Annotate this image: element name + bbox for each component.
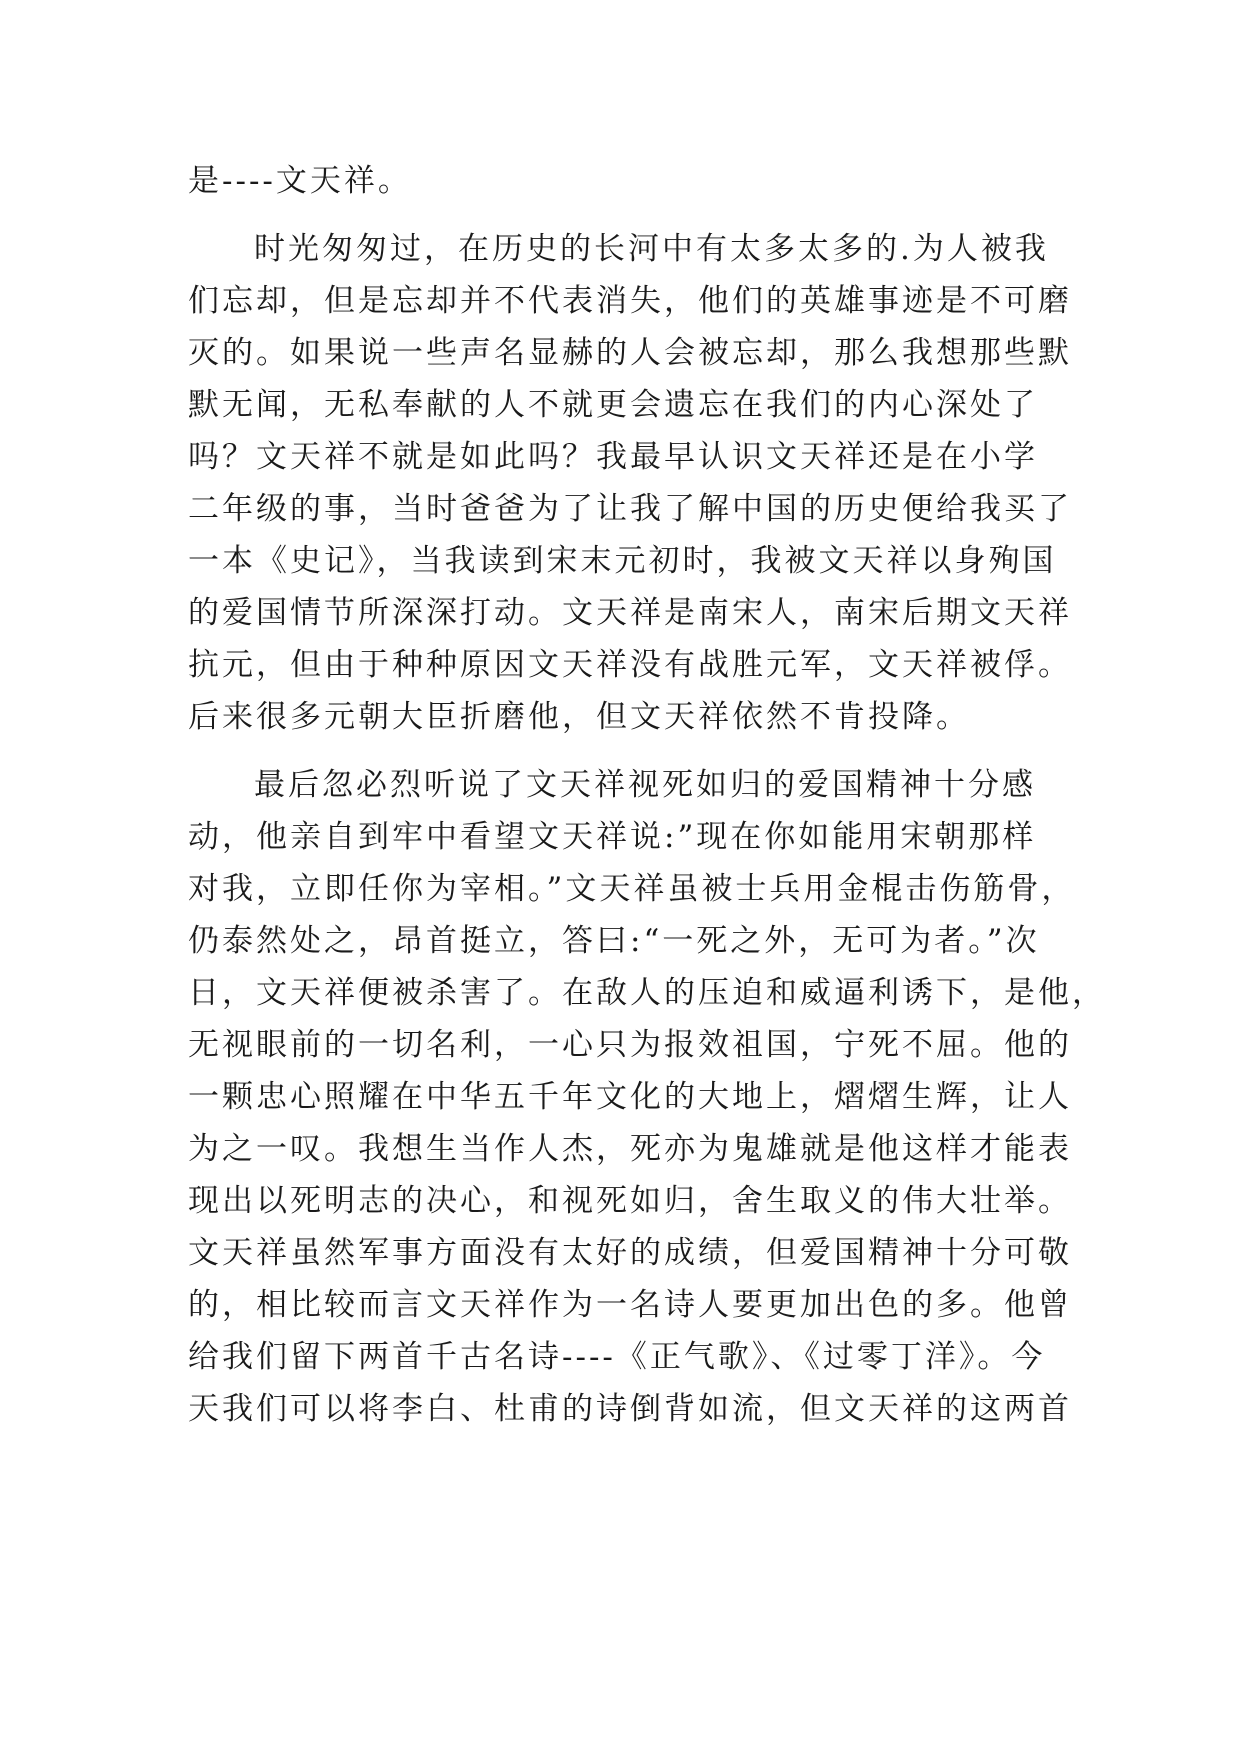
text-line: 动，他亲自到牢中看望文天祥说:”现在你如能用宋朝那样 — [188, 819, 1037, 855]
text-line: 二年级的事，当时爸爸为了让我了解中国的历史便给我买了 — [188, 491, 1072, 527]
text-line: 抗元，但由于种种原因文天祥没有战胜元军，文天祥被俘。 — [188, 647, 1072, 683]
text-line: 灭的。如果说一些声名显赫的人会被忘却，那么我想那些默 — [188, 335, 1072, 371]
paragraph-first-line: 时光匆匆过，在历史的长河中有太多太多的.为人被我 — [254, 231, 1049, 267]
text-line: 后来很多元朝大臣折磨他，但文天祥依然不肯投降。 — [188, 699, 970, 735]
text-line: 文天祥虽然军事方面没有太好的成绩，但爱国精神十分可敬 — [188, 1235, 1072, 1271]
text-line: 们忘却，但是忘却并不代表消失，他们的英雄事迹是不可磨 — [188, 283, 1072, 319]
text-line: 对我，立即任你为宰相。”文天祥虽被士兵用金棍击伤筋骨， — [188, 871, 1076, 907]
paragraph-first-line: 最后忽必烈听说了文天祥视死如归的爱国精神十分感 — [254, 767, 1036, 803]
text-line: 日，文天祥便被杀害了。在敌人的压迫和威逼利诱下，是他， — [188, 975, 1106, 1011]
text-line: 仍泰然处之，昂首挺立，答曰:“一死之外，无可为者。”次 — [188, 923, 1040, 959]
text-line: 给我们留下两首千古名诗----《正气歌》、《过零丁洋》。今 — [188, 1339, 1046, 1375]
text-line: 天我们可以将李白、杜甫的诗倒背如流，但文天祥的这两首 — [188, 1391, 1072, 1427]
text-line: 是----文天祥。 — [188, 163, 412, 199]
text-line: 无视眼前的一切名利，一心只为报效祖国，宁死不屈。他的 — [188, 1027, 1072, 1063]
text-line: 的，相比较而言文天祥作为一名诗人要更加出色的多。他曾 — [188, 1287, 1072, 1323]
document-body — [188, 155, 1106, 1435]
text-line: 为之一叹。我想生当作人杰，死亦为鬼雄就是他这样才能表 — [188, 1131, 1072, 1167]
text-line: 默无闻，无私奉献的人不就更会遗忘在我们的内心深处了 — [188, 387, 1038, 423]
text-line: 吗？文天祥不就是如此吗？我最早认识文天祥还是在小学 — [188, 439, 1038, 475]
text-line: 的爱国情节所深深打动。文天祥是南宋人，南宋后期文天祥 — [188, 595, 1072, 631]
text-line: 现出以死明志的决心，和视死如归，舍生取义的伟大壮举。 — [188, 1183, 1072, 1219]
text-line: 一本《史记》，当我读到宋末元初时，我被文天祥以身殉国 — [188, 543, 1057, 579]
text-line: 一颗忠心照耀在中华五千年文化的大地上，熠熠生辉，让人 — [188, 1079, 1072, 1115]
